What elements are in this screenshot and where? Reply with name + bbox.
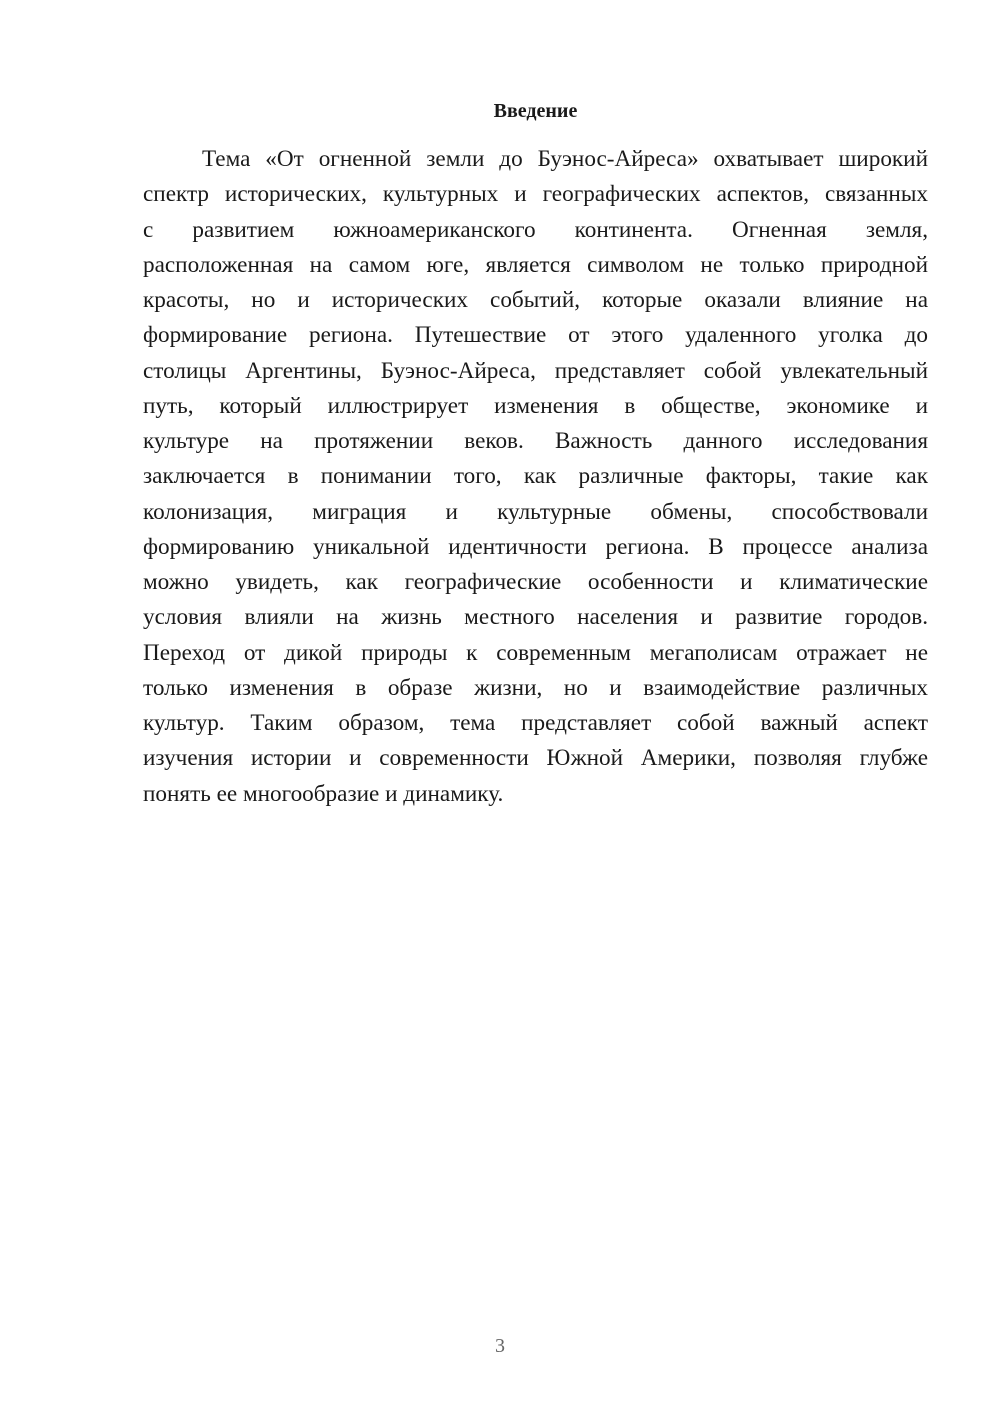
paragraph-line: культур. Таким образом, тема представляет собой важный аспект [143,710,928,736]
paragraph-line: можно увидеть, как географические особенности и климатические [143,569,928,595]
paragraph-line: столицы Аргентины, Буэнос-Айреса, представляет собой увлекательный [143,357,928,384]
paragraph-line: Тема «От огненной земли до Буэнос-Айреса» охватывает широкий [202,146,928,172]
paragraph-line: Переход от дикой природы к современным мегаполисам отражает не [143,639,928,666]
paragraph-line: заключается в понимании того, как различные факторы, такие как [143,463,928,490]
paragraph-line: формирование региона. Путешествие от этого удаленного уголка до [143,322,928,349]
paragraph-line: понять ее многообразие и динамику. [143,780,504,807]
section-heading: Введение [493,100,578,122]
paragraph-line: формированию уникальной идентичности региона. В процессе анализа [143,533,928,560]
paragraph-line: путь, который иллюстрирует изменения в обществе, экономике и [143,392,928,419]
paragraph-line: красоты, но и исторических событий, которые оказали влияние на [143,287,928,313]
page-number: 3 [495,1335,505,1357]
paragraph-line: изучения истории и современности Южной Америки, позволяя глубже [143,745,928,772]
introduction-paragraph [143,142,928,812]
paragraph-line: колонизация, миграция и культурные обмены, способствовали [143,498,928,525]
paragraph-line: только изменения в образе жизни, но и взаимодействие различных [143,674,928,701]
paragraph-line: расположенная на самом юге, является символом не только природной [143,251,928,278]
paragraph-line: условия влияли на жизнь местного населения и развитие городов. [143,604,928,631]
paragraph-line: с развитием южноамериканского континента. Огненная земля, [143,216,928,243]
paragraph-line: культуре на протяжении веков. Важность данного исследования [143,428,928,454]
paragraph-line: спектр исторических, культурных и географических аспектов, связанных [143,181,928,208]
